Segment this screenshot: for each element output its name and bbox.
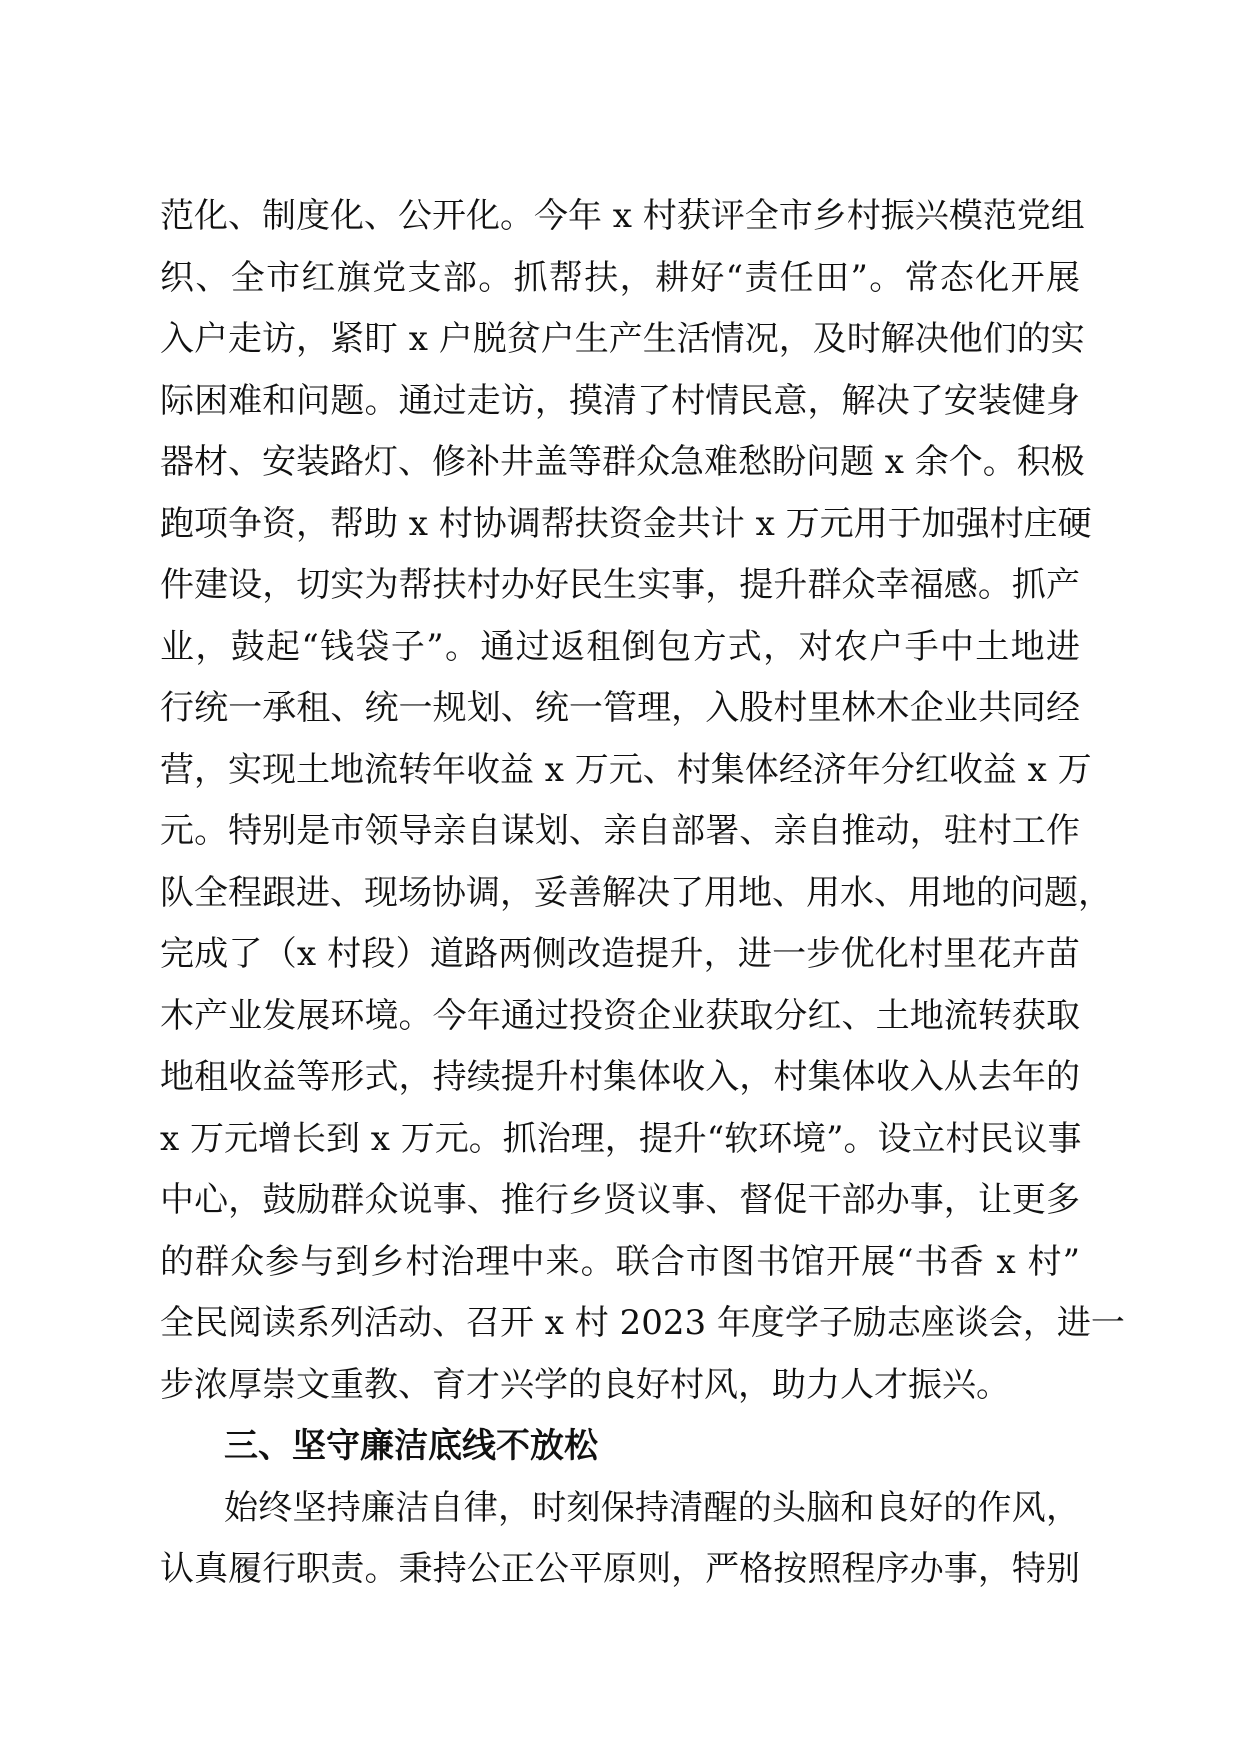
paragraph-1	[160, 186, 1125, 1416]
text-line: 际困难和问题。通过走访，摸清了村情民意，解决了安装健身	[160, 380, 1080, 421]
section-heading: 三、坚守廉洁底线不放松	[224, 1426, 598, 1466]
text-line: 认真履行职责。秉持公正公平原则，严格按照程序办事，特别	[160, 1549, 1080, 1589]
text-line: 入户走访，紧盯 x 户脱贫户生产生活情况，及时解决他们的实	[160, 319, 1085, 359]
text-line: 木产业发展环境。今年通过投资企业获取分红、土地流转获取	[160, 995, 1080, 1036]
text-line: 业，鼓起“钱袋子”。通过返租倒包方式，对农户手中土地进	[160, 626, 1080, 667]
text-line: 始终坚持廉洁自律，时刻保持清醒的头脑和良好的作风，	[224, 1487, 1080, 1528]
text-line: 中心，鼓励群众说事、推行乡贤议事、督促干部办事，让更多	[160, 1180, 1080, 1220]
text-line: 件建设，切实为帮扶村办好民生实事，提升群众幸福感。抓产	[160, 565, 1080, 605]
text-line: 全民阅读系列活动、召开 x 村 2023 年度学子励志座谈会，进一	[160, 1303, 1125, 1343]
text-line: 营，实现土地流转年收益 x 万元、村集体经济年分红收益 x 万	[160, 749, 1092, 790]
document-body	[160, 186, 1125, 1601]
text-line: 织、全市红旗党支部。抓帮扶，耕好“责任田”。常态化开展	[160, 257, 1080, 298]
text-line: 器材、安装路灯、修补井盖等群众急难愁盼问题 x 余个。积极	[160, 442, 1085, 482]
text-line: 元。特别是市领导亲自谋划、亲自部署、亲自推动，驻村工作	[160, 811, 1080, 851]
text-line: x 万元增长到 x 万元。抓治理，提升“软环境”。设立村民议事	[160, 1118, 1082, 1159]
text-line: 队全程跟进、现场协调，妥善解决了用地、用水、用地的问题，	[160, 872, 1112, 913]
text-line: 范化、制度化、公开化。今年 x 村获评全市乡村振兴模范党组	[160, 196, 1085, 236]
text-line: 完成了（x 村段）道路两侧改造提升，进一步优化村里花卉苗	[160, 934, 1080, 974]
text-line: 行统一承租、统一规划、统一管理，入股村里林木企业共同经	[160, 688, 1080, 728]
text-line: 步浓厚崇文重教、育才兴学的良好村风，助力人才振兴。	[160, 1364, 1010, 1405]
paragraph-2	[160, 1478, 1080, 1601]
text-line: 跑项争资，帮助 x 村协调帮扶资金共计 x 万元用于加强村庄硬	[160, 503, 1092, 544]
text-line: 的群众参与到乡村治理中来。联合市图书馆开展“书香 x 村”	[160, 1241, 1080, 1282]
text-line: 地租收益等形式，持续提升村集体收入，村集体收入从去年的	[160, 1057, 1080, 1097]
